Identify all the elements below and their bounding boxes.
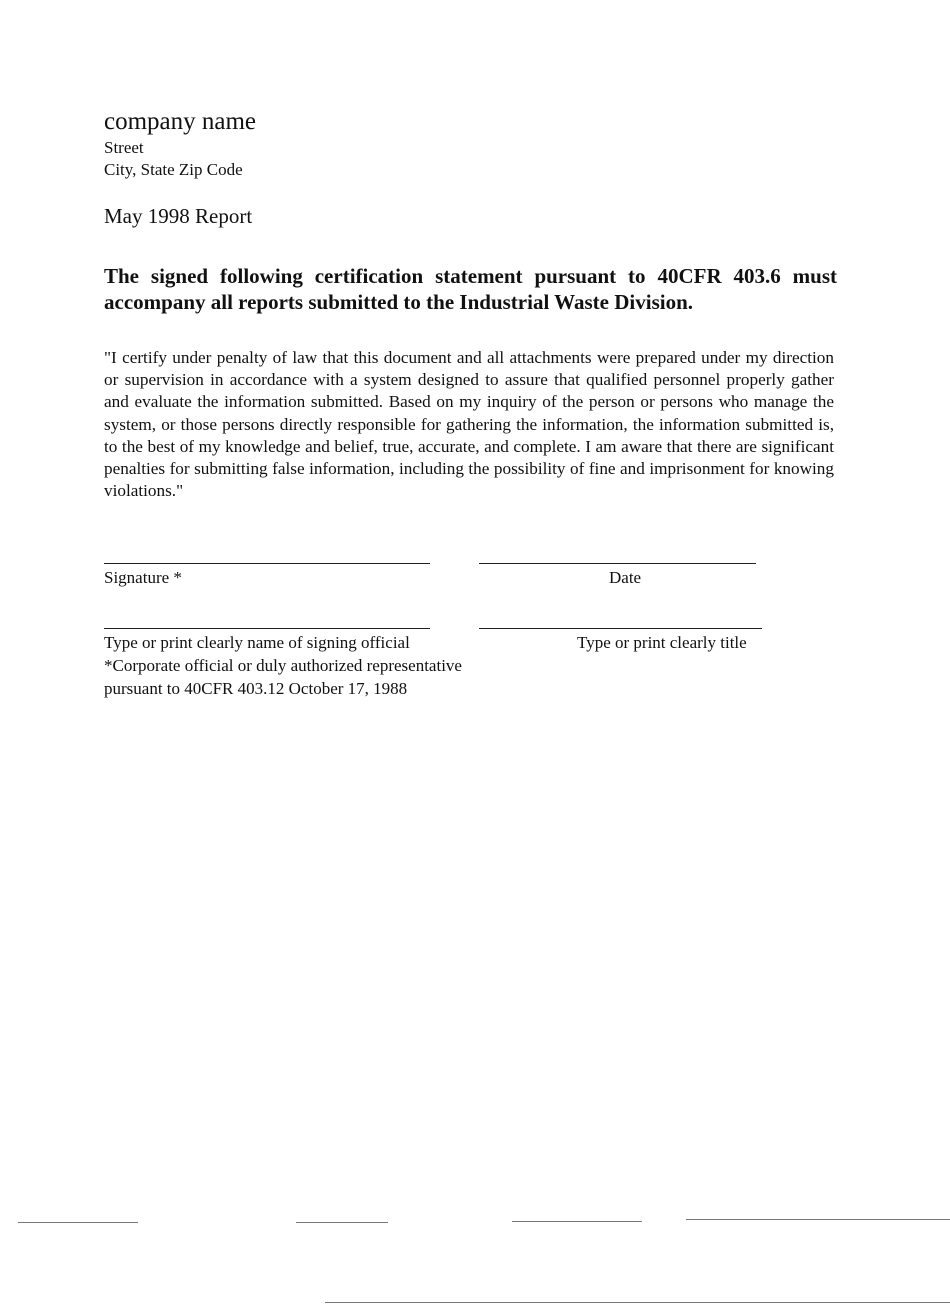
company-name: company name: [104, 108, 257, 135]
footnote-line-2: pursuant to 40CFR 403.12 October 17, 1988: [104, 679, 408, 698]
date-line: [479, 563, 756, 564]
report-title: May 1998 Report: [104, 204, 253, 228]
scan-artifact-line: [512, 1221, 642, 1222]
signature-line: [104, 563, 430, 564]
scan-artifact-line: [296, 1222, 388, 1223]
scan-artifact-line: [18, 1222, 138, 1223]
official-name-label: Type or print clearly name of signing official: [104, 633, 410, 652]
certification-statement: "I certify under penalty of law that this document and all attachments were prepared under my direction or supervision in accordance with a system designed to assure that qualified personnel properly gather and evaluate the information submitted. Based on my inquiry of the person or persons who manage the system, or those persons directly responsible for gathering the information, the information submitted is, to the best of my knowledge and belief, true, accurate, and complete. I am aware that there are significant penalties for submitting false information, including the possibility of fine and imprisonment for knowing violations.": [104, 348, 834, 501]
official-title-label: Type or print clearly title: [577, 633, 747, 652]
signature-label: Signature *: [104, 568, 182, 587]
official-title-line: [479, 628, 762, 629]
certification-heading: The signed following certification statement pursuant to 40CFR 403.6 must accompany all reports submitted to the Industrial Waste Division.: [104, 264, 837, 314]
footnote-line-1: *Corporate official or duly authorized representative: [104, 656, 462, 675]
scan-artifact-line: [325, 1302, 950, 1303]
company-city-state-zip: City, State Zip Code: [104, 160, 243, 179]
official-name-line: [104, 628, 430, 629]
company-street: Street: [104, 138, 144, 157]
scan-artifact-line: [686, 1219, 950, 1220]
date-label: Date: [609, 568, 642, 587]
